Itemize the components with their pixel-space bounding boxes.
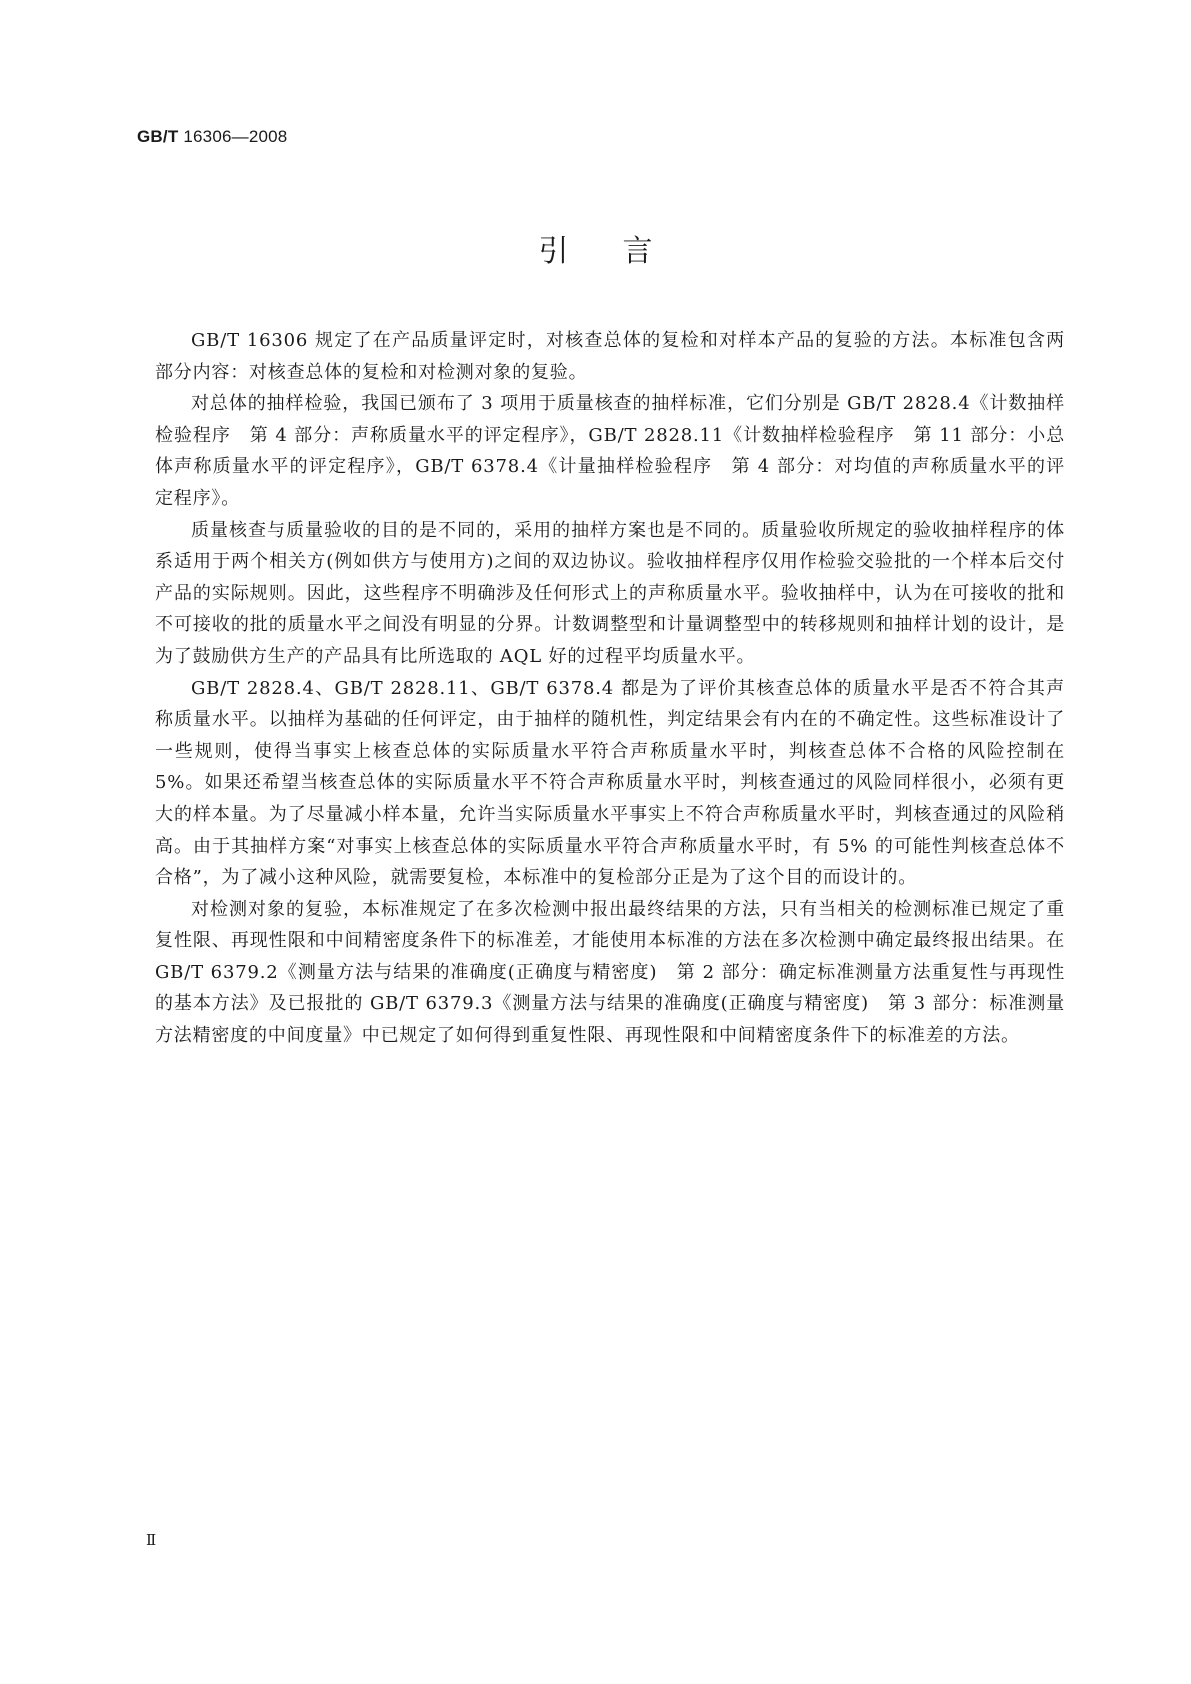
paragraph: 对总体的抽样检验，我国已颁布了 3 项用于质量核查的抽样标准，它们分别是 GB/T 2828.4《计数抽样检验程序 第 4 部分：声称质量水平的评定程序》，GB/T 2828.11《计数抽样检验程序 第 11 部分：小总体声称质量水平的评定程序》，GB/T 6378.4《计量抽样检验程序 第 4 部分：对均值的声称质量水平的评定程序》。: [155, 393, 1065, 509]
paragraph: GB/T 2828.4、GB/T 2828.11、GB/T 6378.4 都是为了评价其核查总体的质量水平是否不符合其声称质量水平。以抽样为基础的任何评定，由于抽样的随机性，判定结果会有内在的不确定性。这些标准设计了一些规则，使得当事实上核查总体的实际质量水平符合声称质量水平时，判核查总体不合格的风险控制在 5%。如果还希望当核查总体的实际质量水平不符合声称质量水平时，判核查通过的风险同样很小，必须有更大的样本量。为了尽量减小样本量，允许当实际质量水平事实上不符合声称质量水平时，判核查通过的风险稍高。由于其抽样方案“对事实上核查总体的实际质量水平符合声称质量水平时，有 5% 的可能性判核查总体不合格”，为了减小这种风险，就需要复检，本标准中的复检部分正是为了这个目的而设计的。: [155, 677, 1065, 889]
standard-number: 16306—2008: [183, 127, 288, 146]
standard-prefix: GB/T: [137, 127, 179, 146]
page-number: Ⅱ: [146, 1531, 157, 1549]
paragraph: 质量核查与质量验收的目的是不同的，采用的抽样方案也是不同的。质量验收所规定的验收抽样程序的体系适用于两个相关方(例如供方与使用方)之间的双边协议。验收抽样程序仅用作检验交验批的一个样本后交付产品的实际规则。因此，这些程序不明确涉及任何形式上的声称质量水平。验收抽样中，认为在可接收的批和不可接收的批的质量水平之间没有明显的分界。计数调整型和计量调整型中的转移规则和抽样计划的设计，是为了鼓励供方生产的产品具有比所选取的 AQL 好的过程平均质量水平。: [155, 519, 1065, 667]
paragraph: 对检测对象的复验，本标准规定了在多次检测中报出最终结果的方法，只有当相关的检测标准已规定了重复性限、再现性限和中间精密度条件下的标准差，才能使用本标准的方法在多次检测中确定最终报出结果。在 GB/T 6379.2《测量方法与结果的准确度(正确度与精密度) 第 2 部分：确定标准测量方法重复性与再现性的基本方法》及已报批的 GB/T 6379.3《测量方法与结果的准确度(正确度与精密度) 第 3 部分：标准测量方法精密度的中间度量》中已规定了如何得到重复性限、再现性限和中间精密度条件下的标准差的方法。: [155, 898, 1065, 1047]
paragraph: GB/T 16306 规定了在产品质量评定时，对核查总体的复检和对样本产品的复验的方法。本标准包含两部分内容：对核查总体的复检和对检测对象的复验。: [155, 330, 1065, 383]
body-text: [155, 325, 1065, 1052]
standard-code: [137, 127, 287, 147]
section-title: 引言: [538, 234, 707, 269]
